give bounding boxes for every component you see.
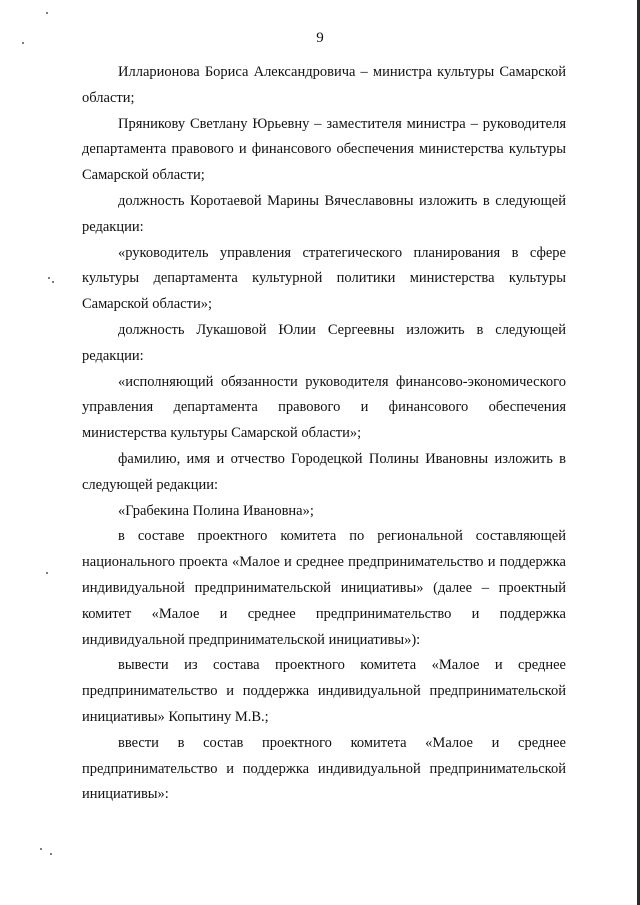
paragraph-remove-kopytina: вывести из состава проектного комитета «Малое и среднее предпринимательство и поддержка индивидуальной предпринимательской инициативы» Копытину М.В.; (82, 657, 566, 725)
paragraph-lukashova-position: должность Лукашовой Юлии Сергеевны изложить в следующей редакции: (82, 321, 566, 364)
page-number: 9 (316, 30, 324, 46)
paragraph-lukashova-new-title: «исполняющий обязанности руководителя финансово-экономического управления департамента правового и финансового обеспечения министерства культуры Самарской области»; (82, 373, 566, 442)
paragraph-grabekina-new-name: «Грабекина Полина Ивановна»; (118, 502, 314, 519)
paragraph-korotaeva-position: должность Коротаевой Марины Вячеславовны изложить в следующей редакции: (82, 192, 566, 235)
paragraph-appoint-illarionov: Илларионова Бориса Александровича – министра культуры Самарской области; (82, 64, 566, 106)
paragraph-project-committee: в составе проектного комитета по региональной составляющей национального проекта «Малое и среднее предпринимательство и поддержка индивидуальной предпринимательской инициативы» (далее – проектный комитет «Малое и среднее предпринимательство и поддержка индивидуальной предпринимательской инициативы»): (82, 528, 566, 648)
document-body (82, 60, 566, 808)
scan-speck (48, 277, 50, 279)
scan-speck (50, 853, 52, 855)
scan-speck (40, 848, 42, 850)
scan-speck (46, 12, 48, 14)
paragraph-korotaeva-new-title: «руководитель управления стратегического планирования в сфере культуры департамента культурной политики министерства культуры Самарской области»; (82, 244, 566, 313)
paragraph-add-members: ввести в состав проектного комитета «Малое и среднее предпринимательство и поддержка индивидуальной предпринимательской инициативы»: (82, 734, 566, 803)
paragraph-gorodetskaya-name: фамилию, имя и отчество Городецкой Полины Ивановны изложить в следующей редакции: (82, 450, 566, 493)
scan-speck (46, 572, 48, 574)
paragraph-appoint-pryanikova: Пряникову Светлану Юрьевну – заместителя министра – руководителя департамента правового и финансового обеспечения министерства культуры Самарской области; (82, 115, 566, 184)
scan-speck (52, 281, 54, 283)
